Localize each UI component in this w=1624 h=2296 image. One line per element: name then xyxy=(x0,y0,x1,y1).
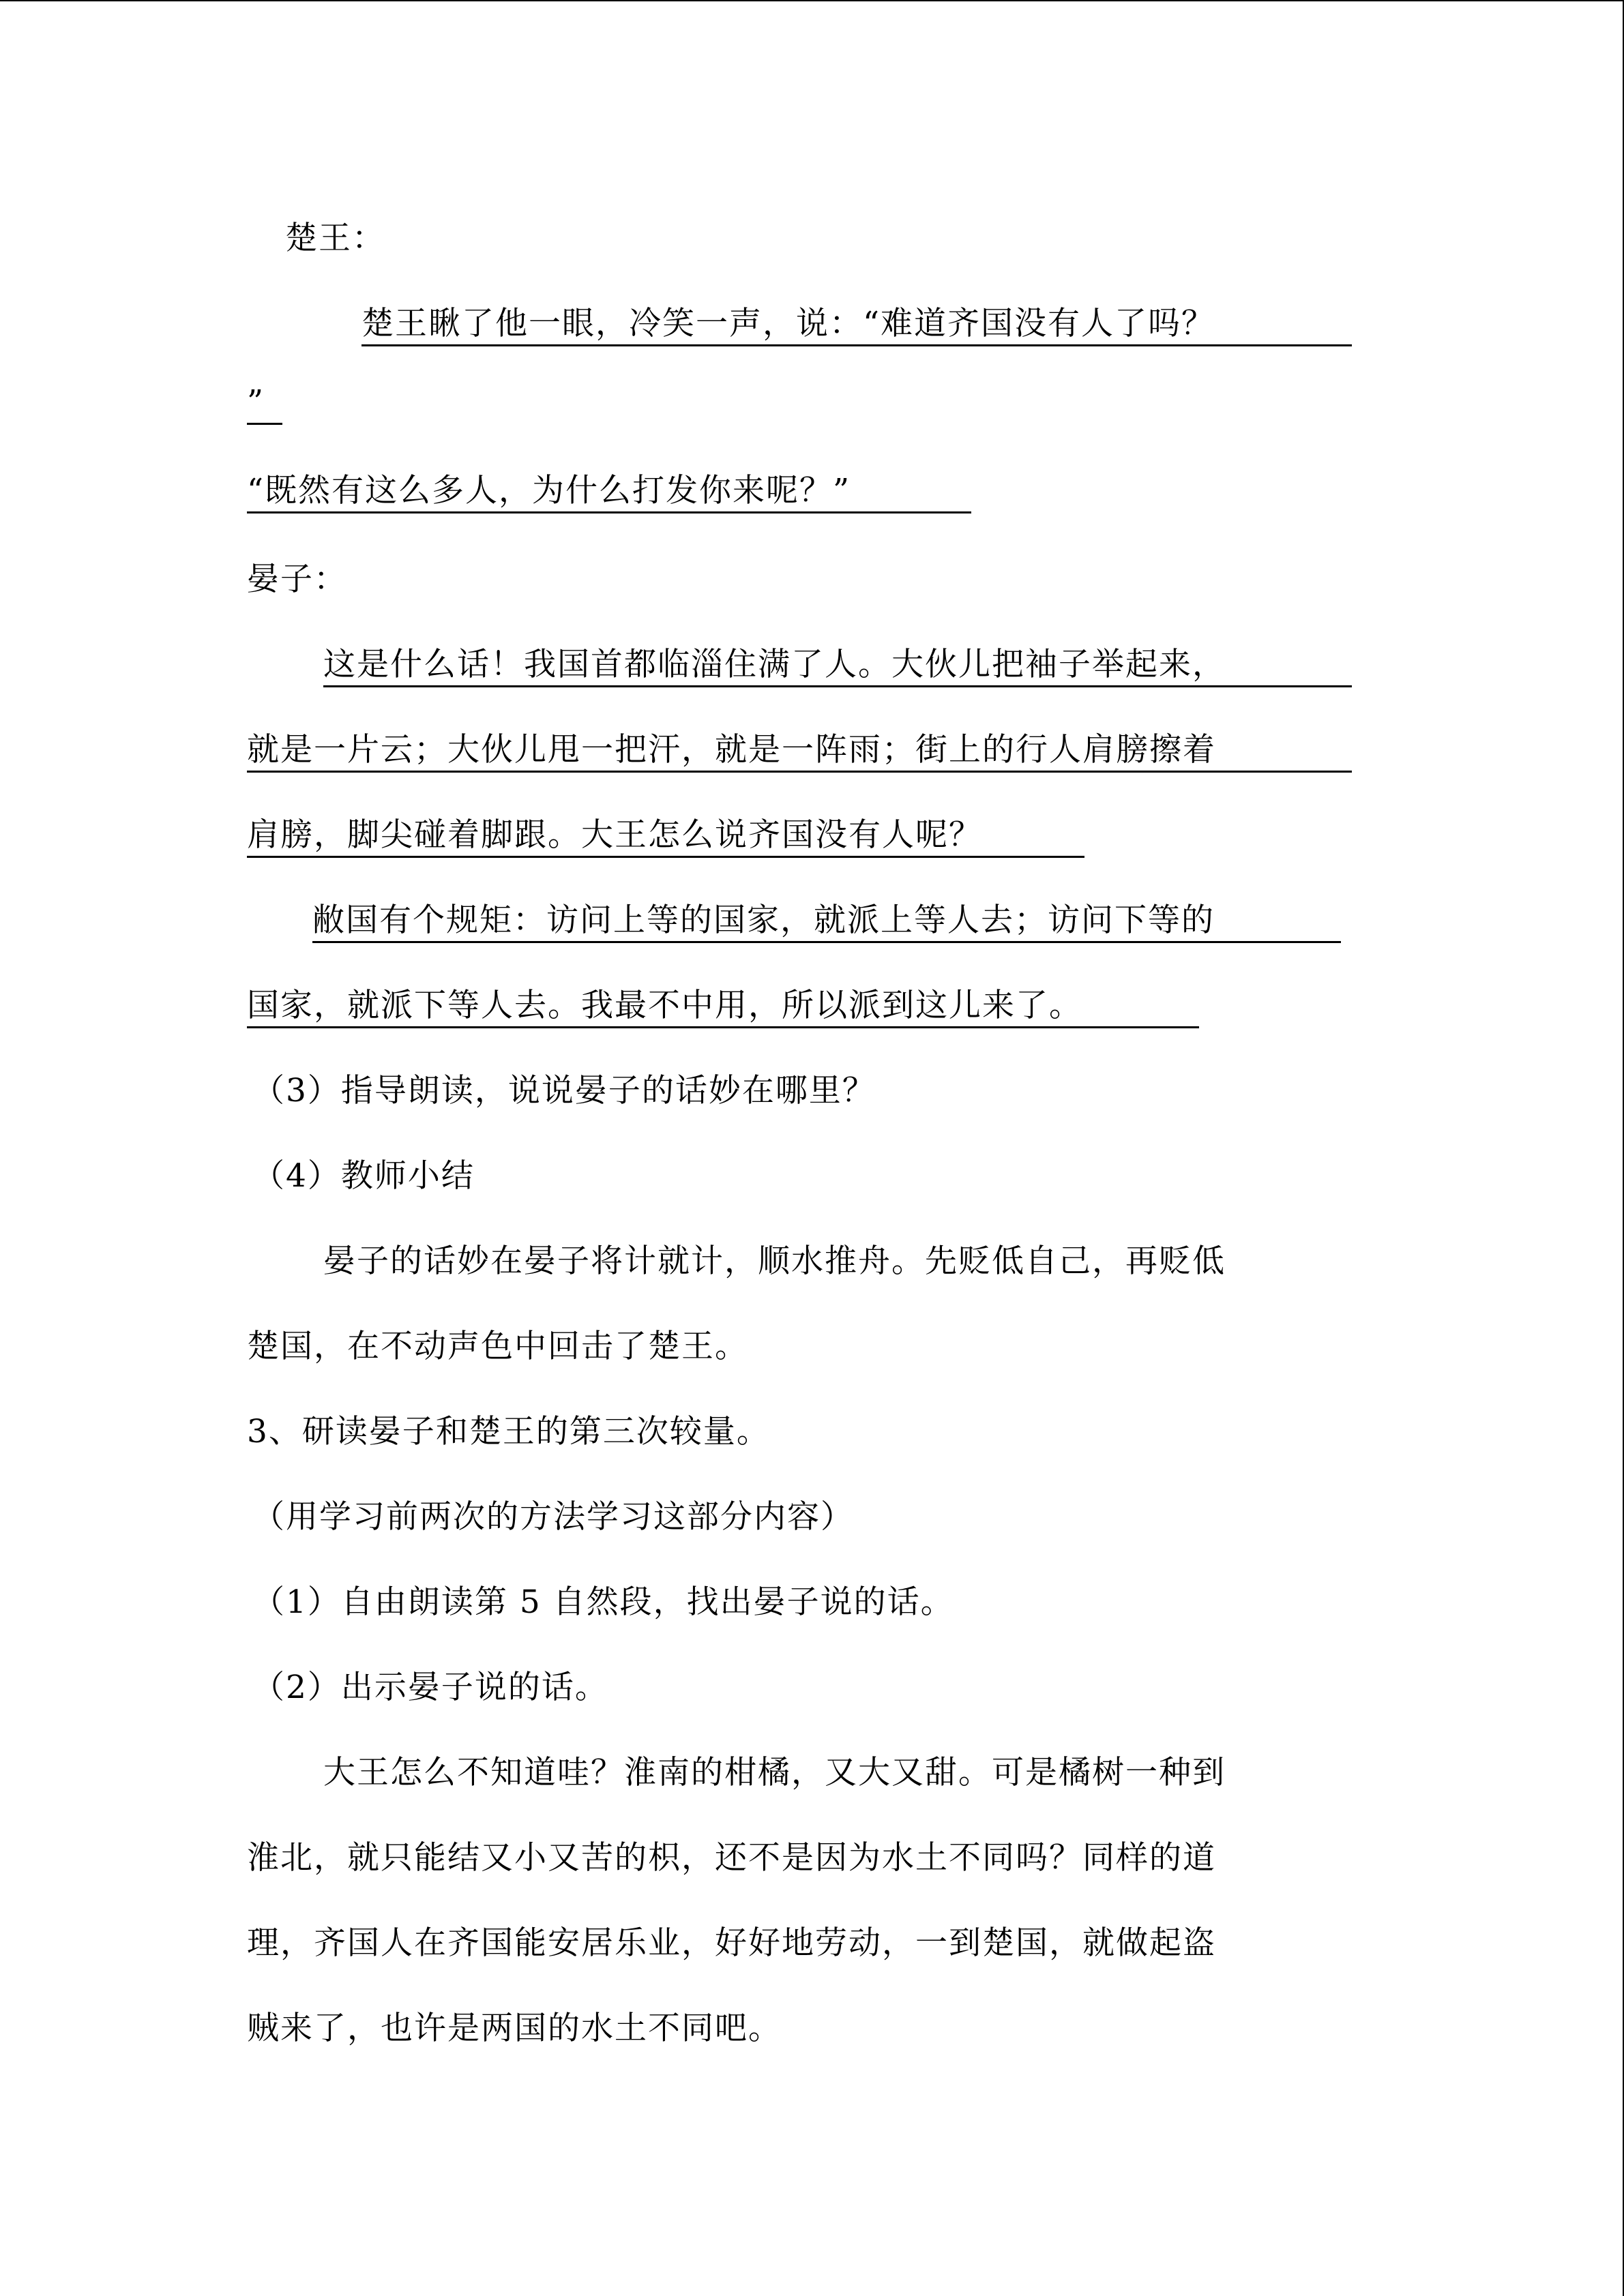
yanzi-p2-line-2 xyxy=(247,985,1199,1028)
summary-line-2: 楚国，在不动声色中回击了楚王。 xyxy=(247,1328,748,1365)
chu-wang-quote-1-end: ” xyxy=(247,382,282,425)
summary-line-1: 晏子的话妙在晏子将计就计，顺水推舟。先贬低自己，再贬低 xyxy=(323,1242,1226,1280)
chu-wang-quote-1: 楚王瞅了他一眼，冷笑一声，说：“难道齐国没有人了吗？ xyxy=(361,303,1352,346)
section-3-note: （用学习前两次的方法学习这部分内容） xyxy=(252,1498,854,1536)
chu-wang-quote-2: “既然有这么多人，为什么打发你来呢？” xyxy=(247,471,971,513)
section-3-heading: 3、研读晏子和楚王的第三次较量。 xyxy=(247,1413,770,1450)
yanzi-p1-text-3: 肩膀，脚尖碰着脚跟。大王怎么说齐国没有人呢？ xyxy=(247,815,1084,858)
quote-line-3: 理，齐国人在齐国能安居乐业，好好地劳动，一到楚国，就做起盗 xyxy=(247,1924,1216,1962)
quote-line-2: 淮北，就只能结又小又苦的枳，还不是因为水土不同吗？同样的道 xyxy=(247,1839,1216,1877)
yanzi-p1-text-2: 就是一片云；大伙儿甩一把汗，就是一阵雨；街上的行人肩膀擦着 xyxy=(247,730,1352,773)
yanzi-p2-text-1: 敝国有个规矩：访问上等的国家，就派上等人去；访问下等的 xyxy=(312,900,1341,943)
yanzi-p1-line-3 xyxy=(247,815,1084,858)
yanzi-p1-line-1 xyxy=(323,644,1352,687)
chu-wang-label: 楚王： xyxy=(285,220,385,257)
chu-wang-line-2 xyxy=(247,471,971,513)
quote-line-1: 大王怎么不知道哇？淮南的柑橘，又大又甜。可是橘树一种到 xyxy=(323,1754,1226,1791)
yanzi-p1-line-2 xyxy=(247,730,1352,773)
yanzi-p1-text-1: 这是什么话！我国首都临淄住满了人。大伙儿把袖子举起来， xyxy=(323,644,1352,687)
step-3: （3）指导朗读，说说晏子的话妙在哪里？ xyxy=(252,1072,876,1109)
yanzi-p2-text-2: 国家，就派下等人去。我最不中用，所以派到这儿来了。 xyxy=(247,985,1199,1028)
yanzi-label: 晏子： xyxy=(247,561,347,598)
section-3-item-1: （1）自由朗读第 5 自然段，找出晏子说的话。 xyxy=(252,1583,954,1621)
section-3-item-2: （2）出示晏子说的话。 xyxy=(252,1669,608,1706)
step-4: （4）教师小结 xyxy=(252,1157,475,1195)
quote-line-4: 贼来了，也许是两国的水土不同吧。 xyxy=(247,2010,782,2047)
yanzi-p2-line-1 xyxy=(312,900,1341,943)
chu-wang-line-1 xyxy=(361,303,1352,346)
chu-wang-line-1-end xyxy=(247,382,282,425)
